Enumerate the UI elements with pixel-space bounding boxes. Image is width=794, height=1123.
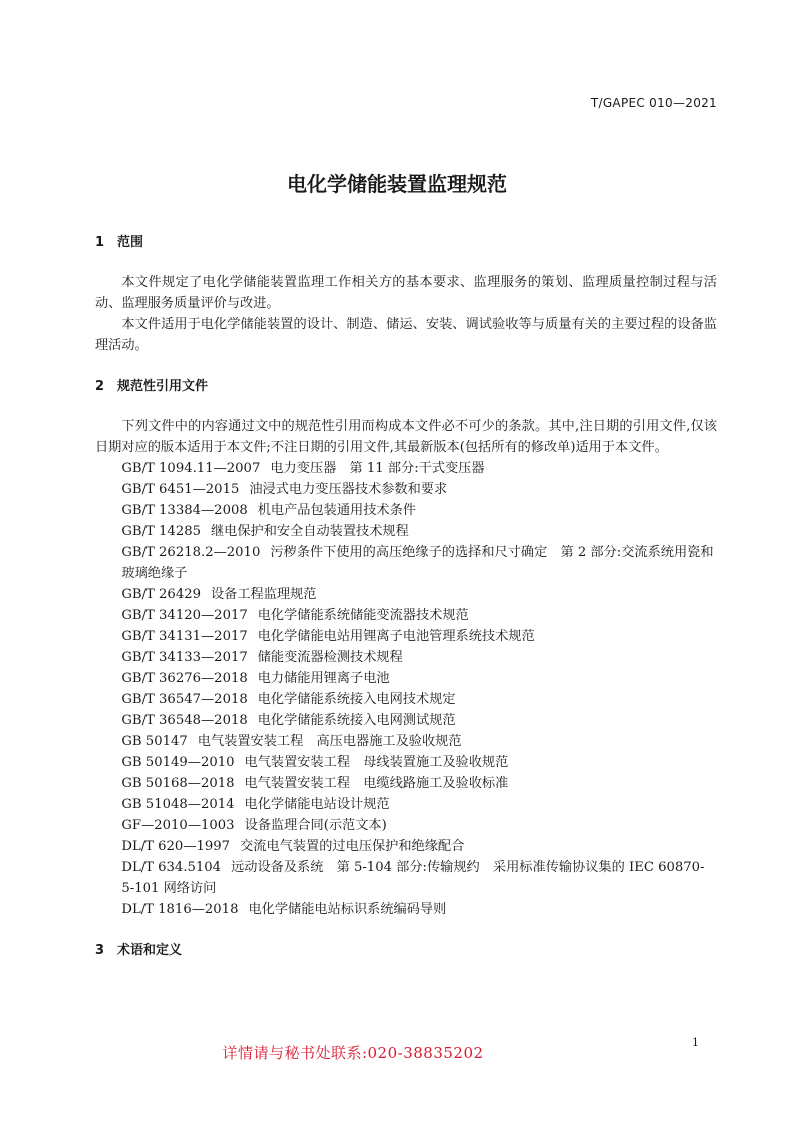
reference-title: 继电保护和安全自动装置技术规程	[211, 524, 409, 539]
document-body	[95, 232, 717, 961]
reference-item	[95, 689, 717, 710]
reference-title: 机电产品包装通用技术条件	[257, 503, 416, 518]
reference-title: 电气装置安装工程 母线装置施工及验收规范	[244, 755, 509, 770]
reference-title: 污秽条件下使用的高压绝缘子的选择和尺寸确定 第 2 部分:交流系统用瓷和玻璃绝缘子	[121, 545, 714, 581]
reference-code: GB/T 34120—2017	[121, 608, 248, 623]
reference-title: 储能变流器检测技术规程	[257, 650, 403, 665]
paragraph: 下列文件中的内容通过文中的规范性引用而构成本文件必不可少的条款。其中,注日期的引用文件,仅该日期对应的版本适用于本文件;不注日期的引用文件,其最新版本(包括所有的修改单)适用于本文件。	[95, 419, 717, 455]
section-heading-1: 1 范围	[95, 235, 144, 250]
reference-title: 远动设备及系统 第 5-104 部分:传输规约 采用标准传输协议集的 IEC 60870-5-101 网络访问	[121, 860, 705, 896]
reference-code: GB/T 36547—2018	[121, 692, 248, 707]
reference-code: GB/T 14285	[121, 524, 201, 539]
reference-title: 电化学储能系统储能变流器技术规范	[257, 608, 469, 623]
section-heading-2: 2 规范性引用文件	[95, 379, 209, 394]
document-title: 电化学储能装置监理规范	[287, 172, 507, 196]
reference-item	[95, 899, 717, 920]
reference-item	[95, 836, 717, 857]
reference-item	[95, 458, 717, 479]
contact-footer: 详情请与秘书处联系:020-38835202	[222, 1044, 484, 1062]
paragraph: 本文件规定了电化学储能装置监理工作相关方的基本要求、监理服务的策划、监理质量控制过程与活动、监理服务质量评价与改进。	[95, 275, 717, 311]
reference-item	[95, 542, 717, 584]
reference-item	[95, 773, 717, 794]
reference-code: GB/T 34131—2017	[121, 629, 248, 644]
reference-title: 电气装置安装工程 高压电器施工及验收规范	[197, 734, 462, 749]
reference-code: GB 51048—2014	[121, 797, 235, 812]
reference-title: 电化学储能电站标识系统编码导则	[248, 902, 447, 917]
reference-code: GB 50147	[121, 734, 188, 749]
paragraph: 本文件适用于电化学储能装置的设计、制造、储运、安装、调试验收等与质量有关的主要过程的设备监理活动。	[95, 317, 717, 353]
reference-item	[95, 815, 717, 836]
page-number: 1	[692, 1036, 699, 1049]
reference-title: 电气装置安装工程 电缆线路施工及验收标准	[244, 776, 509, 791]
section-heading-3: 3 术语和定义	[95, 943, 183, 958]
reference-code: GB/T 6451—2015	[121, 482, 240, 497]
reference-item	[95, 752, 717, 773]
reference-title: 电化学储能电站设计规范	[244, 797, 390, 812]
reference-code: GB/T 36276—2018	[121, 671, 248, 686]
reference-title: 电力储能用锂离子电池	[257, 671, 390, 686]
reference-item	[95, 647, 717, 668]
document-code: T/GAPEC 010—2021	[590, 96, 717, 110]
reference-item	[95, 626, 717, 647]
reference-code: GB 50149—2010	[121, 755, 235, 770]
reference-code: GB/T 34133—2017	[121, 650, 248, 665]
reference-title: 电化学储能系统接入电网测试规范	[257, 713, 456, 728]
reference-title: 电力变压器 第 11 部分:干式变压器	[270, 461, 485, 476]
reference-item	[95, 710, 717, 731]
reference-code: GB/T 26218.2—2010	[121, 545, 261, 560]
reference-title: 设备工程监理规范	[211, 587, 317, 602]
reference-code: DL/T 634.5104	[121, 860, 222, 875]
reference-code: GB 50168—2018	[121, 776, 235, 791]
reference-item	[95, 668, 717, 689]
reference-code: DL/T 620—1997	[121, 839, 231, 854]
reference-code: GB/T 36548—2018	[121, 713, 248, 728]
reference-code: GF—2010—1003	[121, 818, 235, 833]
reference-code: GB/T 1094.11—2007	[121, 461, 261, 476]
reference-code: DL/T 1816—2018	[121, 902, 239, 917]
reference-title: 油浸式电力变压器技术参数和要求	[249, 482, 448, 497]
reference-code: GB/T 26429	[121, 587, 201, 602]
reference-item	[95, 500, 717, 521]
reference-item	[95, 521, 717, 542]
reference-title: 电化学储能电站用锂离子电池管理系统技术规范	[257, 629, 535, 644]
reference-title: 交流电气装置的过电压保护和绝缘配合	[240, 839, 465, 854]
reference-title: 设备监理合同(示范文本)	[244, 818, 387, 833]
reference-title: 电化学储能系统接入电网技术规定	[257, 692, 456, 707]
reference-item	[95, 857, 717, 899]
reference-item	[95, 794, 717, 815]
reference-item	[95, 605, 717, 626]
reference-code: GB/T 13384—2008	[121, 503, 248, 518]
reference-item	[95, 584, 717, 605]
reference-list	[95, 458, 717, 920]
reference-item	[95, 731, 717, 752]
reference-item	[95, 479, 717, 500]
